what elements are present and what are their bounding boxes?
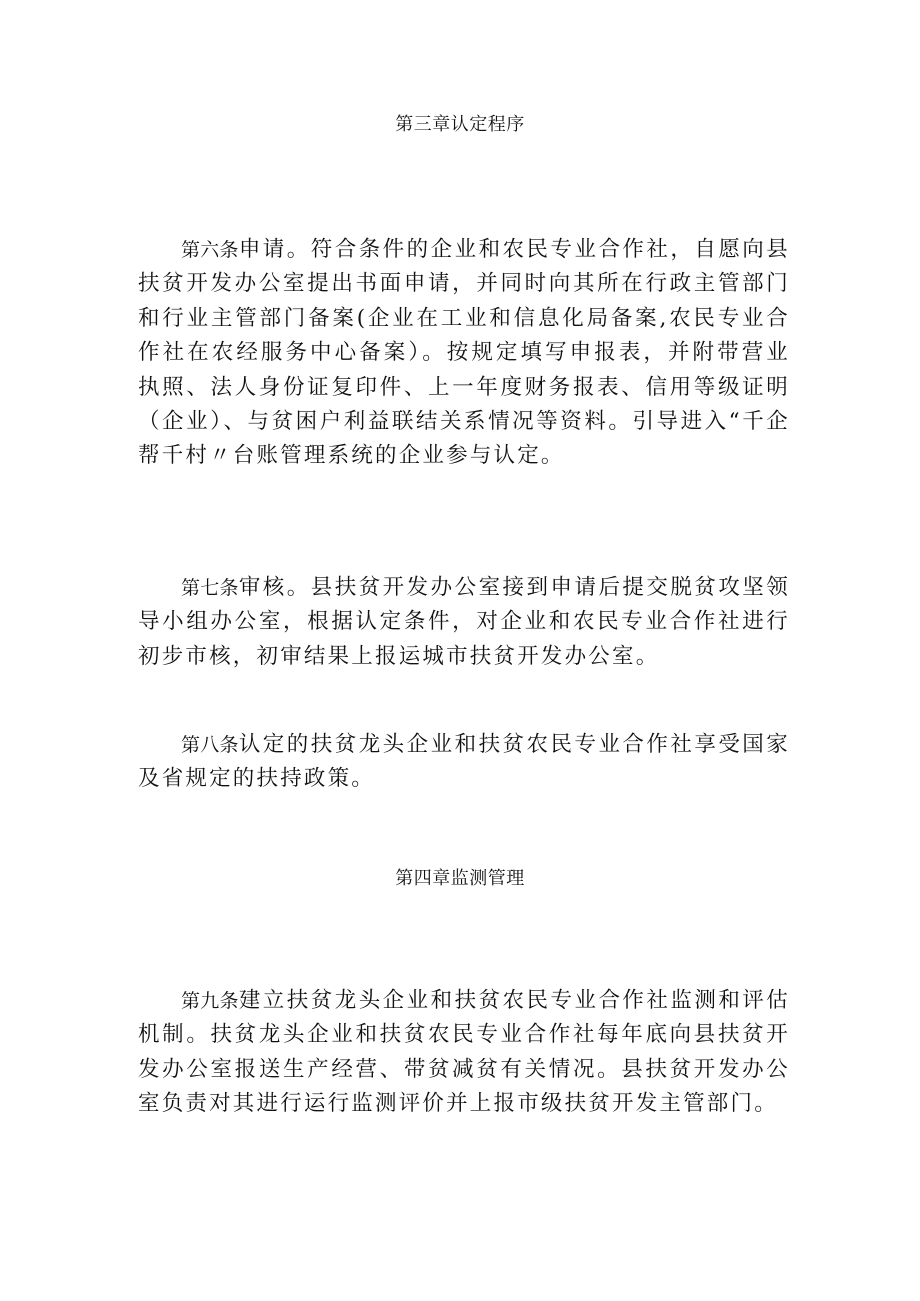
chapter-heading: 第三章认定程序 — [395, 114, 525, 135]
article-label: 第七条 — [181, 577, 239, 599]
chapter-heading: 第四章监测管理 — [395, 868, 525, 889]
article-body: 认定的扶贫龙头企业和扶贫农民专业合作社享受国家及省规定的扶持政策。 — [138, 732, 790, 792]
article-body: 申请。符合条件的企业和农民专业合作社，自愿向县扶贫开发办公室提出书面申请，并同时向其所在行政主管部门和行业主管部门备案(企业在工业和信息化局备案,农民专业合作社在农经服务中心备案）。按规定填写申报表，并附带营业执照、法人身份证复印件、上一年度财务报表、信用等级证明（企业）、与贫困户利益联结关系情况等资料。引导进入“千企帮千村〃台账管理系统的企业参与认定。 — [138, 237, 790, 469]
article-paragraph — [138, 728, 790, 797]
article-label: 第九条 — [181, 990, 239, 1012]
article-paragraph — [138, 984, 790, 1122]
article-body: 建立扶贫龙头企业和扶贫农民专业合作社监测和评估机制。扶贫龙头企业和扶贫农民专业合作社每年底向县扶贫开发办公室报送生产经营、带贫减贫有关情况。县扶贫开发办公室负责对其进行运行监测评价并上报市级扶贫开发主管部门。 — [138, 988, 790, 1117]
article-label: 第八条 — [181, 734, 239, 756]
article-paragraph — [138, 571, 790, 674]
article-body: 审核。县扶贫开发办公室接到申请后提交脱贫攻坚领导小组办公室，根据认定条件，对企业和农民专业合作社进行初步市核，初审结果上报运城市扶贫开发办公室。 — [138, 575, 790, 669]
article-label: 第六条 — [181, 239, 239, 261]
article-paragraph — [138, 233, 790, 474]
